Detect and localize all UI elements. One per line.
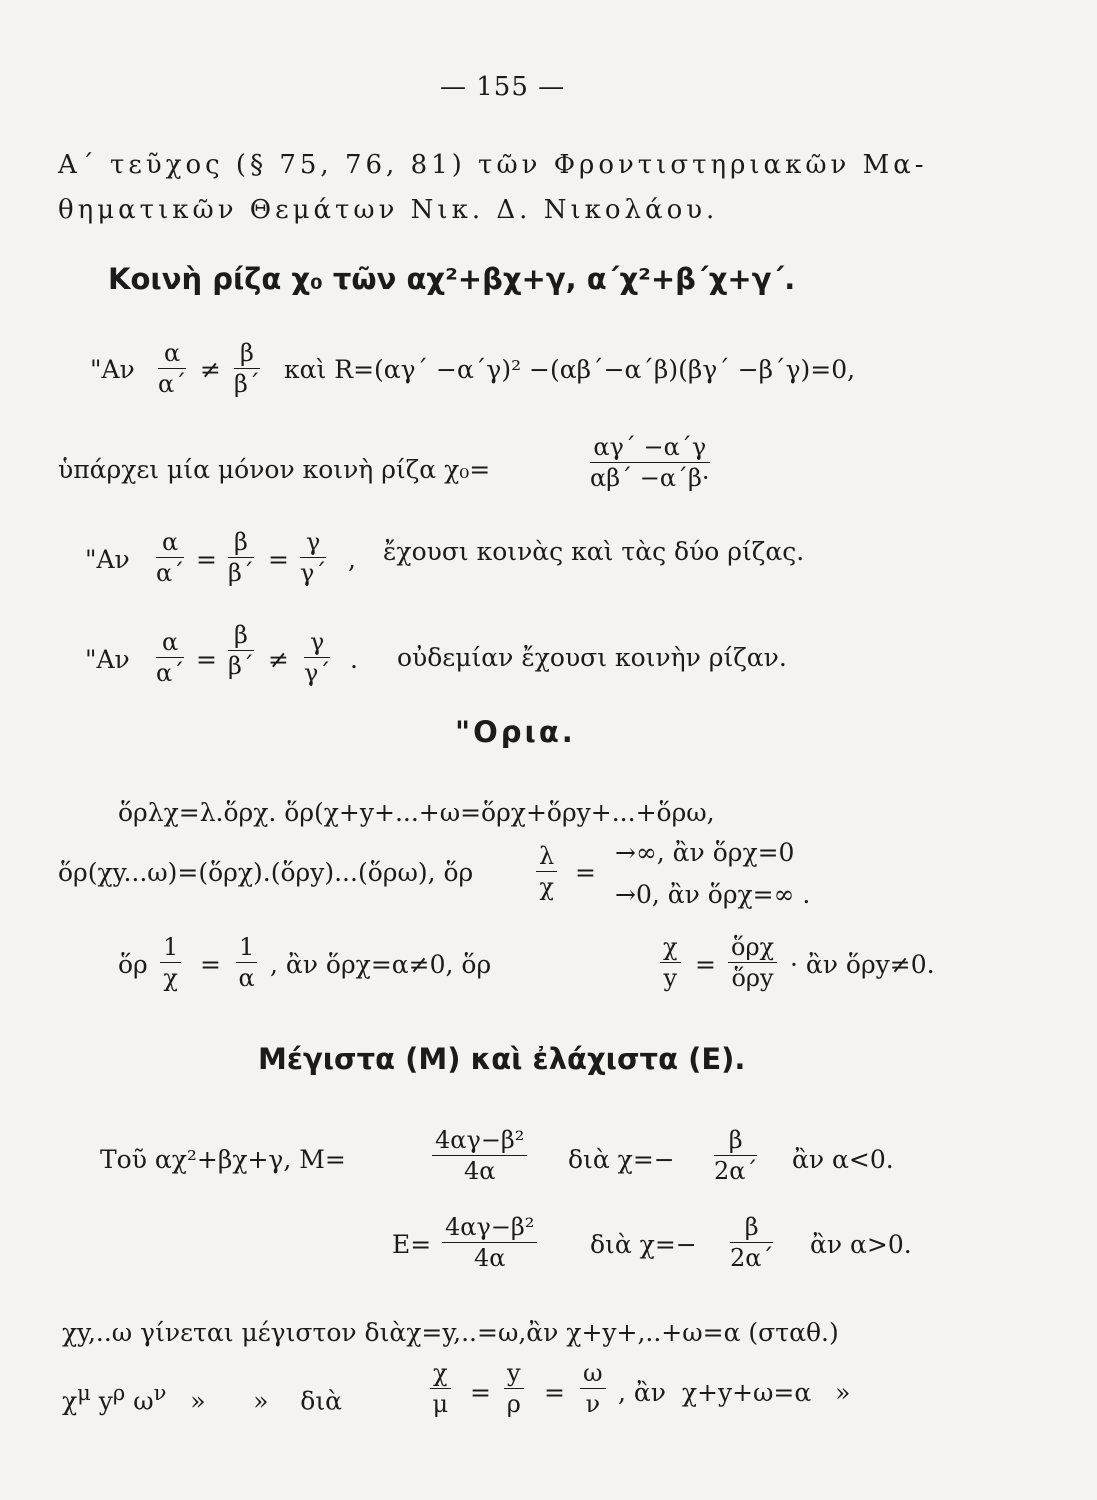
extrema-power-fraction-2: [504, 1358, 524, 1419]
extrema-min-a: Ε=: [392, 1230, 432, 1259]
c1b-den: αβ΄ −α΄β·: [590, 464, 710, 492]
limits-inv-chi-fraction: [160, 932, 181, 993]
c3-fa-den: α΄: [156, 659, 185, 687]
extrema-min-b: διὰ χ=−: [590, 1230, 697, 1259]
c1-fa-num: α: [158, 338, 186, 369]
limits-ratio-limit-den: ὅρy: [731, 964, 774, 992]
limits-inv-alpha-fraction: [236, 932, 257, 993]
limits-lambda-fraction: [536, 841, 557, 902]
extrema-power-fraction-3: [580, 1358, 606, 1419]
extrema-min-x-fraction: [730, 1212, 773, 1273]
extrema-min-num: 4αγ−β²: [442, 1212, 537, 1243]
limits-line-3-mid: , ἂν ὅρχ=α≠0, ὅρ: [270, 950, 492, 979]
limits-eq-2: =: [200, 950, 221, 979]
c2-fraction-c: [300, 527, 326, 588]
extrema-power-ditto: » » διὰ: [166, 1386, 343, 1416]
intro-line-1: Α΄ τεῦχος (§ 75, 76, 81) τῶν Φροντιστηριακῶν Μα-: [58, 150, 928, 180]
c3-neq: ≠: [268, 645, 289, 674]
limits-ratio-limit-fraction: [728, 932, 777, 993]
c1-fraction-a: [158, 338, 186, 399]
limits-lambda-den: χ: [539, 873, 554, 901]
page-number: — 155 —: [440, 72, 566, 102]
extrema-power-omega: ω: [125, 1386, 154, 1416]
extrema-max-fraction: [432, 1125, 527, 1186]
limits-lambda-num: λ: [536, 841, 557, 872]
c3-fraction-c: [304, 627, 330, 688]
extrema-product-line: χy,..ω γίνεται μέγιστον διὰχ=y,..=ω,ἂν χ+y+,..+ω=α (σταθ.): [62, 1318, 839, 1347]
extrema-max-x-num: β: [714, 1125, 757, 1156]
c1-prefix: "Αν: [90, 355, 135, 384]
limits-ratio-fraction: [660, 932, 681, 993]
extrema-power-exp-rho: ρ: [112, 1381, 126, 1405]
extrema-min-c: ἂν α>0.: [810, 1230, 912, 1259]
c2-prefix: "Αν: [85, 545, 130, 574]
c1-fa-den: α΄: [158, 370, 187, 398]
c2-eq-2: =: [268, 545, 289, 574]
c3-fb-num: β: [228, 620, 254, 651]
extrema-power-exp-nu: ν: [153, 1381, 167, 1405]
extrema-max-num: 4αγ−β²: [432, 1125, 527, 1156]
limits-line-2-left: ὅρ(χy...ω)=(ὅρχ).(ὅρy)...(ὅρω), ὅρ: [58, 858, 474, 887]
c3-fa-num: α: [156, 627, 184, 658]
c1-fraction-b: [234, 338, 260, 399]
extrema-min-den: 4α: [473, 1244, 506, 1272]
extrema-min-x-num: β: [730, 1212, 773, 1243]
extrema-power-chi: χ: [62, 1386, 78, 1416]
limits-inv-alpha-num: 1: [236, 932, 257, 963]
c3-prefix: "Αν: [85, 645, 130, 674]
extrema-power-y: y: [90, 1386, 113, 1416]
limits-ratio-limit-num: ὅρχ: [728, 932, 777, 963]
c3-fc-num: γ: [304, 627, 330, 658]
c3-fc-den: γ΄: [304, 659, 331, 687]
extrema-power-exp-mu: μ: [77, 1381, 91, 1405]
extrema-power-eq-2: =: [544, 1378, 565, 1407]
c2-fc-den: γ΄: [300, 559, 327, 587]
extrema-max-den: 4α: [463, 1157, 496, 1185]
c1-rest: καὶ R=(αγ΄ −α΄γ)² −(αβ΄−α΄β)(βγ΄ −β΄γ)=0,: [284, 355, 856, 384]
limits-eq: =: [575, 858, 596, 887]
c1b-num: αγ΄ −α΄γ: [590, 432, 710, 463]
limits-eq-3: =: [695, 950, 716, 979]
c1b-text: ὑπάρχει μία μόνον κοινὴ ρίζα χ₀=: [58, 455, 491, 484]
c3-rest: οὐδεμίαν ἔχουσι κοινὴν ρίζαν.: [397, 643, 787, 672]
limits-case-top: →∞, ἂν ὅρχ=0: [615, 838, 795, 867]
extrema-power-end: , ἂν χ+y+ω=α »: [618, 1378, 851, 1407]
extrema-max-c: ἂν α<0.: [792, 1145, 894, 1174]
extrema-power-f3-num: ω: [580, 1358, 606, 1389]
extrema-min-fraction: [442, 1212, 537, 1273]
limits-inv-chi-num: 1: [160, 932, 181, 963]
extrema-max-x-den: 2α΄: [714, 1157, 758, 1185]
extrema-power-f2-den: ρ: [506, 1390, 521, 1418]
c2-rest: ἔχουσι κοινὰς καὶ τὰς δύο ρίζας.: [383, 537, 805, 566]
c1b-fraction: [590, 432, 710, 493]
c2-comma: ,: [348, 545, 356, 574]
c2-fraction-a: [156, 527, 184, 588]
c2-fb-num: β: [228, 527, 254, 558]
c2-eq-1: =: [196, 545, 217, 574]
c2-fa-num: α: [156, 527, 184, 558]
intro-line-2: θηματικῶν Θεμάτων Νικ. Δ. Νικολάου.: [58, 195, 719, 225]
extrema-max-a: Τοῦ αχ²+βχ+γ, Μ=: [100, 1145, 346, 1174]
c3-period: .: [350, 645, 358, 674]
c3-fraction-a: [156, 627, 184, 688]
extrema-power-f2-num: y: [504, 1358, 524, 1389]
limits-line-3-end: · ἂν ὅρy≠0.: [790, 950, 935, 979]
limits-case-bottom: →0, ἂν ὅρχ=∞ .: [615, 880, 811, 909]
limits-line-3-a: ὅρ: [118, 950, 148, 979]
extrema-min-x-den: 2α΄: [730, 1244, 774, 1272]
c1-neq: ≠: [200, 355, 221, 384]
c3-eq: =: [196, 645, 217, 674]
common-root-heading: Κοινὴ ρίζα χ₀ τῶν αχ²+βχ+γ, α΄χ²+β΄χ+γ΄.: [108, 262, 796, 296]
extrema-power-f1-den: μ: [432, 1390, 449, 1418]
limits-heading: "Ορια.: [455, 715, 576, 749]
limits-inv-chi-den: χ: [163, 964, 178, 992]
c1-fb-den: β΄: [234, 370, 260, 398]
extrema-max-b: διὰ χ=−: [568, 1145, 675, 1174]
extrema-power-eq-1: =: [470, 1378, 491, 1407]
limits-ratio-num: χ: [660, 932, 681, 963]
limits-ratio-den: y: [663, 964, 678, 992]
limits-inv-alpha-den: α: [238, 964, 255, 992]
extrema-power-fraction-1: [430, 1358, 451, 1419]
c3-fb-den: β΄: [228, 652, 254, 680]
c2-fraction-b: [228, 527, 254, 588]
c1-fb-num: β: [234, 338, 260, 369]
extrema-power-line: [62, 1378, 342, 1416]
extrema-power-f1-num: χ: [430, 1358, 451, 1389]
c2-fc-num: γ: [300, 527, 326, 558]
extrema-max-x-fraction: [714, 1125, 757, 1186]
c3-fraction-b: [228, 620, 254, 681]
c2-fb-den: β΄: [228, 559, 254, 587]
c2-fa-den: α΄: [156, 559, 185, 587]
limits-line-1: ὅρλχ=λ.ὅρχ. ὅρ(χ+y+...+ω=ὅρχ+ὅρy+...+ὅρω,: [118, 798, 715, 827]
extrema-heading: Μέγιστα (Μ) καὶ ἐλάχιστα (Ε).: [258, 1042, 746, 1076]
extrema-power-f3-den: ν: [585, 1390, 601, 1418]
